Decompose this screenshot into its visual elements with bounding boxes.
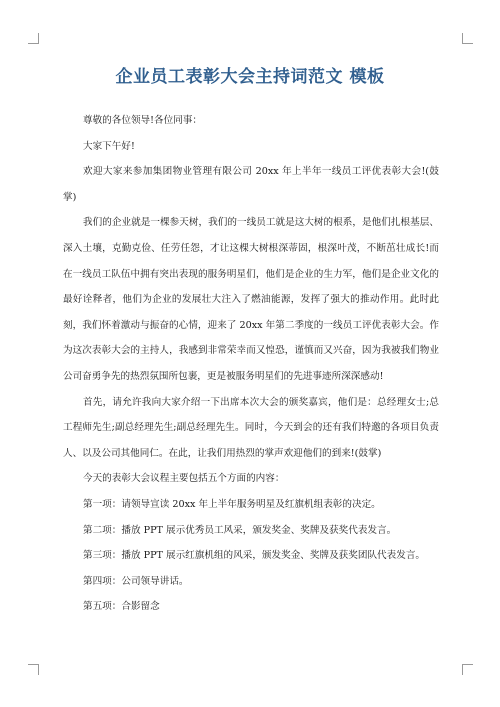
paragraph-agenda-intro: 今天的表彰大会议程主要包括五个方面的内容： [83, 473, 285, 485]
paragraph-guests: 首先，请允许我向大家介绍一下出席本次大会的颁奖嘉宾，他们是：总经理女士;总工程师先生;副总经理先生;副总经理先生。同时，今天到会的还有我们特邀的各项目负责人、以及公司其他同仁。在此，让我们用热烈的掌声欢迎他们的到来!(鼓掌) [63, 396, 439, 459]
paragraph-company-roots: 我们的企业就是一棵参天树，我们的一线员工就是这大树的根系，是他们扎根基层、深入土壤，克勤克俭、任劳任怨，才让这棵大树根深蒂固，根深叶茂，不断茁壮成长!而在一线员工队伍中拥有突出表现的服务明星们，他们是企业的生力军，他们是企业文化的最好诠释者，他们为企业的发展壮大注入了燃油能源，发挥了强大的推动作用。此时此刻，我们怀着激动与振奋的心情，迎来了 20xx 年第二季度的一线员工评优表彰大会。作为这次表彰大会的主持人，我感到非常荣幸而又惶恐，谨慎而又兴奋，因为我被我们物业公司奋勇争先的热烈氛围所包裹，更是被服务明星们的先进事迹所深深感动! [63, 217, 439, 382]
salutation: 尊敬的各位领导!各位同事： [83, 115, 202, 126]
crop-mark-bottom-right [462, 664, 473, 675]
crop-mark-top-right [462, 33, 473, 44]
agenda-item-2: 第二项：播放 PPT 展示优秀员工风采，颁发奖金、奖牌及获奖代表发言。 [83, 524, 397, 536]
agenda-item-4: 第四项：公司领导讲话。 [83, 575, 189, 587]
paragraph-welcome: 欢迎大家来参加集团物业管理有限公司 20xx 年上半年一线员工评优表彰大会!(鼓掌) [63, 166, 439, 203]
document-title: 企业员工表彰大会主持词范文 模板 [115, 67, 385, 87]
agenda-item-5: 第五项：合影留念 [83, 601, 160, 613]
crop-mark-top-left [28, 33, 39, 44]
agenda-item-3: 第三项：播放 PPT 展示红旗机组的风采，颁发奖金、奖牌及获奖团队代表发言。 [83, 550, 426, 562]
paragraph-greeting: 大家下午好! [83, 140, 135, 152]
crop-mark-bottom-left [28, 664, 39, 675]
agenda-item-1: 第一项：请领导宣读 20xx 年上半年服务明星及红旗机组表彰的决定。 [83, 498, 381, 510]
document-body [63, 108, 439, 620]
